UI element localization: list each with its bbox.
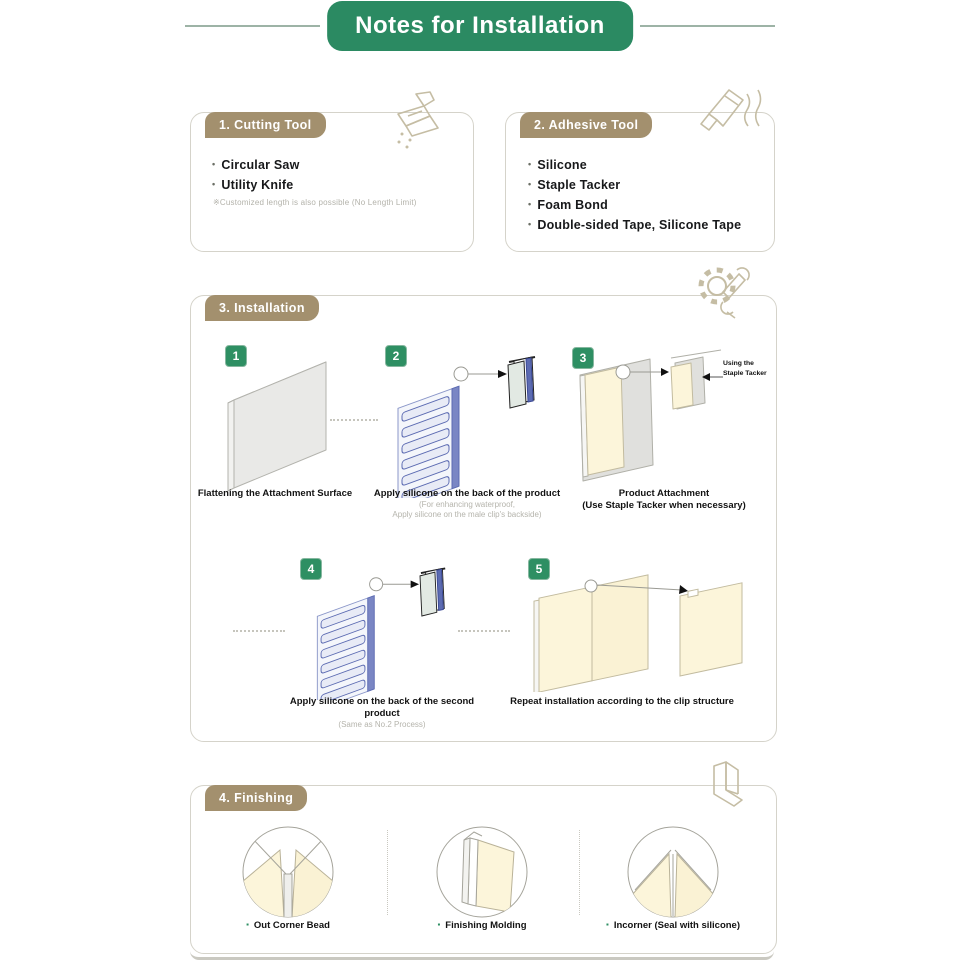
cutting-tool-list <box>212 158 300 198</box>
step2-diagram <box>388 348 538 498</box>
title-line-left <box>185 25 320 27</box>
finishing-item-label: ▪ Finishing Molding <box>402 920 562 931</box>
list-item: • Silicone <box>528 158 741 172</box>
step4-diagram <box>303 560 453 700</box>
finishing-item-label: ▪ Incorner (Seal with silicone) <box>580 920 766 931</box>
corner-bead-icon <box>702 760 758 810</box>
step-badge-5: 5 <box>528 558 550 580</box>
caption-subtext: Apply silicone on the male clip's backside) <box>392 510 542 520</box>
installation-header: 3. Installation <box>205 295 319 321</box>
step-separator-dotted <box>330 419 378 421</box>
caption-text: Repeat installation according to the clip structure <box>510 696 734 707</box>
step1-diagram <box>218 350 348 495</box>
cutting-tool-header: 1. Cutting Tool <box>205 112 326 138</box>
list-item: • Utility Knife <box>212 178 300 192</box>
utility-knife-icon <box>372 90 444 152</box>
annotation-line: Staple Tacker <box>723 370 767 378</box>
list-item: • Staple Tacker <box>528 178 741 192</box>
page-title: Notes for Installation <box>327 1 633 51</box>
page-bottom-edge <box>190 951 774 960</box>
adhesive-tool-list <box>528 158 741 238</box>
step3-diagram <box>575 345 725 485</box>
finishing-divider <box>579 830 580 915</box>
caption-text: Apply silicone on the back of the second product <box>289 696 475 719</box>
title-line-right <box>640 25 775 27</box>
step1-caption <box>196 488 354 500</box>
finishing-header: 4. Finishing <box>205 785 307 811</box>
step5-diagram <box>530 560 760 692</box>
caption-text: (Use Staple Tacker when necessary) <box>582 499 746 511</box>
caption-text: Product Attachment <box>618 488 710 499</box>
caption-text: Apply silicone on the back of the product <box>373 488 561 499</box>
list-item: • Foam Bond <box>528 198 741 212</box>
adhesive-tool-header: 2. Adhesive Tool <box>520 112 652 138</box>
step3-caption <box>573 488 755 512</box>
gear-wrench-icon <box>693 262 759 324</box>
step3-annotation <box>723 359 775 379</box>
caption-text: Flattening the Attachment Surface <box>197 488 353 499</box>
step-badge-2: 2 <box>385 345 407 367</box>
step4-caption <box>276 696 488 730</box>
list-item: • Double-sided Tape, Silicone Tape <box>528 218 741 232</box>
step-separator-dotted <box>458 630 510 632</box>
finishing-divider <box>387 830 388 915</box>
step5-caption <box>508 696 736 708</box>
caption-subtext: (Same as No.2 Process) <box>338 719 426 729</box>
incorner-diagram <box>625 824 721 920</box>
step-badge-3: 3 <box>572 347 594 369</box>
glue-tube-icon <box>695 84 771 150</box>
step-badge-4: 4 <box>300 558 322 580</box>
finishing-molding-diagram <box>434 824 530 920</box>
out-corner-bead-diagram <box>240 824 336 920</box>
step-badge-1: 1 <box>225 345 247 367</box>
step-separator-dotted <box>233 630 285 632</box>
cutting-tool-note: ※Customized length is also possible (No Length Limit) <box>213 198 417 207</box>
step2-caption <box>368 488 566 521</box>
caption-subtext: (For enhancing waterproof, <box>418 499 516 509</box>
finishing-item-label: ▪ Out Corner Bead <box>208 920 368 931</box>
annotation-line: Using the <box>723 360 754 367</box>
list-item: • Circular Saw <box>212 158 300 172</box>
